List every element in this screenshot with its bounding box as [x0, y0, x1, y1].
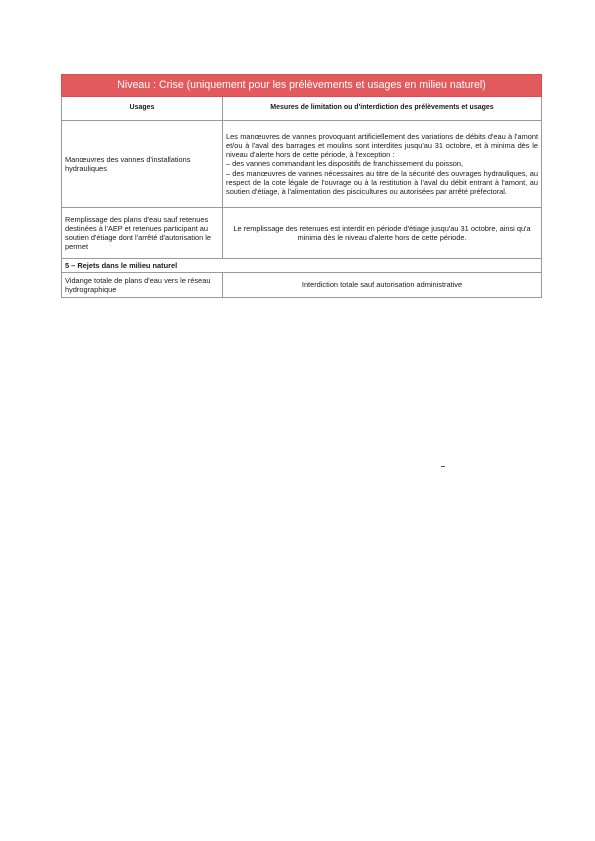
level-banner-row [62, 75, 542, 97]
usage-cell: Remplissage des plans d'eau sauf retenues destinées à l'AEP et retenues participant au soutien d'étiage dont l'arrêté d'autorisation le permet [62, 208, 223, 259]
measure-cell: Interdiction totale sauf autorisation administrative [223, 273, 542, 298]
header-usages: Usages [62, 97, 223, 121]
measure-exception: – des manœuvres de vannes nécessaires au titre de la sécurité des ouvrages hydrauliques, au respect de la cote légale de l'ouvrage ou à la restitution à l'aval du débit entrant à l'amont, au soutien d'étiage, à l'alimentation des piscicultures ou autorisées par arrêté préfectoral. [226, 168, 538, 196]
measure-paragraph: Les manœuvres de vannes provoquant artificiellement des variations de débits d'eau à l'amont et/ou à l'aval des barrages et moulins sont interdites jusqu'au 31 octobre, et à minima dès le niveau d'alerte hors de cette période, à l'exception : [226, 132, 538, 160]
table-row [62, 208, 542, 259]
section-title: 5 – Rejets dans le milieu naturel [62, 259, 542, 273]
restrictions-table [61, 74, 542, 298]
measure-cell: Le remplissage des retenues est interdit en période d'étiage jusqu'au 31 octobre, ainsi qu'a minima dès le niveau d'alerte hors de cette période. [223, 208, 542, 259]
level-banner: Niveau : Crise (uniquement pour les prélèvements et usages en milieu naturel) [62, 75, 542, 97]
usage-cell: Vidange totale de plans d'eau vers le réseau hydrographique [62, 273, 223, 298]
section-row [62, 259, 542, 273]
measure-cell [223, 121, 542, 208]
table-header-row [62, 97, 542, 121]
header-measures: Mesures de limitation ou d'interdiction des prélèvements et usages [223, 97, 542, 121]
measure-exception: – des vannes commandant les dispositifs de franchissement du poisson, [226, 159, 464, 169]
usage-cell: Manœuvres des vannes d'installations hydrauliques [62, 121, 223, 208]
table-row [62, 273, 542, 298]
scan-artifact [441, 466, 445, 467]
table-row [62, 121, 542, 208]
